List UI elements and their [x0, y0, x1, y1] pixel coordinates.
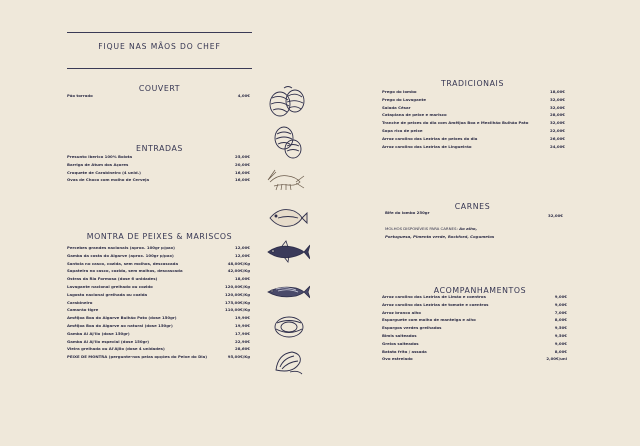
item-name: Amêijoa Boa do Algarve ao natural (dose 150gr)	[67, 322, 173, 328]
menu-item	[382, 355, 567, 363]
menu-item	[382, 293, 567, 301]
item-name: Arroz carolino das Lezírias de peixes do dia	[382, 135, 478, 141]
menu-item	[67, 299, 250, 307]
item-price: 28,60€	[234, 346, 250, 352]
item-name: Bimis salteados	[382, 332, 417, 338]
sauces-line1: Ao alho,	[459, 226, 478, 231]
item-price: 19,90€	[234, 322, 250, 328]
item-name: Tranche de peixes do dia com Amêijoa Boa e Mexilhão Bulhão Pato	[382, 120, 529, 126]
item-price: 22,00€	[549, 127, 565, 133]
menu-item	[382, 143, 565, 151]
menu-item	[67, 314, 250, 322]
menu-item	[67, 153, 250, 161]
item-price: 9,00€	[554, 294, 567, 299]
item-price: 7,00€	[554, 309, 567, 315]
menu-item	[382, 340, 567, 348]
item-name: Gamba Al Aj'ilo especial (dose 150gr)	[67, 338, 150, 344]
item-price: 9,00€	[554, 340, 567, 346]
item-price: 120,00€/Kg	[225, 283, 250, 289]
item-name: Grelos salteados	[382, 340, 419, 346]
section-heading-montra: MONTRA DE PEIXES & MARISCOS	[86, 232, 233, 241]
item-price: 9,50€	[554, 325, 567, 331]
menu-item	[67, 330, 250, 338]
header-rule-bottom	[67, 68, 252, 69]
item-name: Croquete de Carabineiro (4 unid.)	[67, 169, 141, 175]
acompanhamentos-list	[382, 293, 567, 363]
item-price: 16,00€	[234, 169, 250, 175]
item-price: 175,00€/Kg	[225, 299, 250, 305]
item-price: 12,00€	[234, 252, 250, 258]
menu-item	[382, 104, 565, 112]
menu-item	[67, 176, 250, 184]
item-price: 4,00€	[237, 93, 250, 98]
mussel-icon	[272, 348, 306, 378]
item-name: Arroz carolino das Lezírias de tomate e coentros	[382, 301, 489, 307]
tradicionais-list	[382, 88, 565, 150]
tuna-icon	[266, 240, 310, 264]
item-price: 120,00€/Kg	[225, 291, 250, 297]
menu-item	[382, 316, 567, 324]
menu-item	[67, 283, 250, 291]
item-name: Batata frita / assada	[382, 348, 427, 354]
item-name: Prego do lombo	[382, 89, 417, 94]
item-name: Camarão tigre	[67, 307, 99, 313]
menu-item	[382, 111, 565, 119]
menu-item	[382, 96, 565, 104]
item-name: Cataplana de peixe e marisco	[382, 112, 447, 118]
item-price: 9,00€	[554, 301, 567, 307]
carnes-item-price: 32,00€	[548, 213, 564, 218]
item-name: Sopa rica de peixe	[382, 127, 423, 133]
menu-item	[67, 92, 250, 100]
page-title: FIQUE NAS MÃOS DO CHEF	[98, 42, 221, 51]
item-price: 18,00€	[234, 276, 250, 282]
menu-item	[67, 353, 250, 361]
carnes-sauces-list: Portuguesa, Pimenta verde, Rockford, Cogumelos	[385, 234, 495, 239]
item-price: 95,00€/Kg	[227, 354, 250, 360]
item-name: Espargos verdes grelhados	[382, 325, 442, 331]
couvert-list	[67, 92, 250, 100]
section-heading-entradas: ENTRADAS	[136, 144, 183, 153]
item-price: 48,00€/Kg	[227, 260, 250, 266]
item-name: PEIXE DE MONTRA (pergunte-nos pelas opções do Peixe do Dia)	[67, 354, 208, 360]
item-price: 24,00€	[549, 143, 565, 149]
item-name: Pão torrado	[67, 93, 93, 98]
menu-item	[67, 306, 250, 314]
item-price: 16,00€	[234, 177, 250, 183]
item-name: Ovas de Choco com molho de Cerveja	[67, 177, 150, 183]
item-price: 8,00€	[554, 317, 567, 323]
menu-item	[67, 260, 250, 268]
item-name: Vieira grelhada ou Al'Ajilo (dose 4 unidades)	[67, 346, 165, 352]
shrimp-icon	[266, 168, 306, 192]
section-heading-acompanhamentos: ACOMPANHAMENTOS	[433, 286, 527, 295]
item-name: Presunto Iberico 100% Bolota	[67, 154, 133, 159]
menu-item	[382, 332, 567, 340]
item-price: 19,90€	[234, 315, 250, 321]
menu-item	[67, 169, 250, 177]
menu-item	[67, 291, 250, 299]
menu-item	[67, 252, 250, 260]
item-price: 8,00€	[554, 348, 567, 354]
item-name: Ostras da Ria Formosa (dose 6 unidades)	[67, 276, 158, 282]
item-name: Ovo estrelado	[382, 356, 413, 362]
menu-item	[67, 345, 250, 353]
menu-item	[382, 324, 567, 332]
item-name: Santola no casco, cozida, sem molhos, descascada	[67, 260, 179, 266]
menu-item	[382, 348, 567, 356]
item-price: 32,00€	[549, 120, 565, 126]
item-price: 22,90€	[234, 338, 250, 344]
item-name: Percebes grandes nacionais (aprox. 100gr p/pax)	[67, 245, 175, 250]
menu-item	[382, 119, 565, 127]
header-rule-top	[67, 32, 252, 33]
item-price: 18,00€	[549, 89, 565, 94]
item-name: Gamba da costa do Algarve (aprox. 100gr p/pax)	[67, 252, 174, 258]
menu-item	[382, 135, 565, 143]
entradas-list	[67, 153, 250, 184]
carnes-item-name: Bife do lombo 250gr	[385, 210, 430, 215]
item-name: Arroz carolino das Lezírias de Lingueirão	[382, 143, 472, 149]
scallop-icon	[272, 314, 306, 340]
item-name: Carabineiro	[67, 299, 93, 305]
item-price: 110,00€/Kg	[225, 307, 250, 313]
item-name: Amêijoa Boa do Algarve Bulhão Pato (dose 150gr)	[67, 315, 177, 321]
item-price: 28,00€	[549, 112, 565, 118]
item-price: 9,50€	[554, 332, 567, 338]
item-name: Esparguete com molho de manteiga e alho	[382, 317, 476, 323]
menu-item	[67, 322, 250, 330]
menu-item	[67, 338, 250, 346]
item-price: 25,00€	[234, 154, 250, 159]
menu-item	[382, 127, 565, 135]
sauces-title: MOLHOS DISPONÍVEIS PARA CARNES:	[385, 226, 458, 231]
item-name: Gamba Al Aj'ilo (dose 150gr)	[67, 330, 130, 336]
section-heading-carnes: CARNES	[454, 202, 491, 211]
menu-item	[67, 244, 250, 252]
item-name: Lavagante nacional grelhado ou cozido	[67, 283, 153, 289]
item-price: 12,00€	[234, 245, 250, 250]
flatfish-icon	[266, 205, 308, 231]
item-price: 32,00€	[549, 96, 565, 102]
section-heading-tradicionais: TRADICIONAIS	[441, 79, 504, 88]
mackerel-icon	[266, 282, 310, 302]
menu-item	[382, 88, 565, 96]
menu-item	[382, 309, 567, 317]
item-name: Barriga de Atum dos Açores	[67, 161, 129, 167]
carnes-sauces-title	[385, 226, 477, 231]
item-price: 26,00€	[549, 135, 565, 141]
menu-item	[67, 275, 250, 283]
item-name: Lagosta nacional grelhada ou cozida	[67, 291, 148, 297]
montra-list	[67, 244, 250, 361]
section-heading-couvert: COUVERT	[138, 84, 181, 93]
clam-icon	[272, 124, 304, 160]
item-price: 32,00€	[549, 104, 565, 110]
item-price: 2,00€/uni	[546, 356, 567, 362]
item-name: Arroz branco alho	[382, 309, 421, 315]
item-name: Prego do Lavagante	[382, 96, 426, 102]
menu-item	[67, 161, 250, 169]
item-name: Arroz carolino das Lezírias de Limão e coentros	[382, 294, 486, 299]
item-price: 17,90€	[234, 330, 250, 336]
oysters-icon	[266, 84, 308, 120]
item-name: Salada César	[382, 104, 411, 110]
menu-item	[382, 301, 567, 309]
item-name: Sapateira no casco, cozida, sem molhos, descascada	[67, 268, 183, 274]
item-price: 42,00€/Kg	[227, 268, 250, 274]
item-price: 20,00€	[234, 161, 250, 167]
menu-item	[67, 267, 250, 275]
